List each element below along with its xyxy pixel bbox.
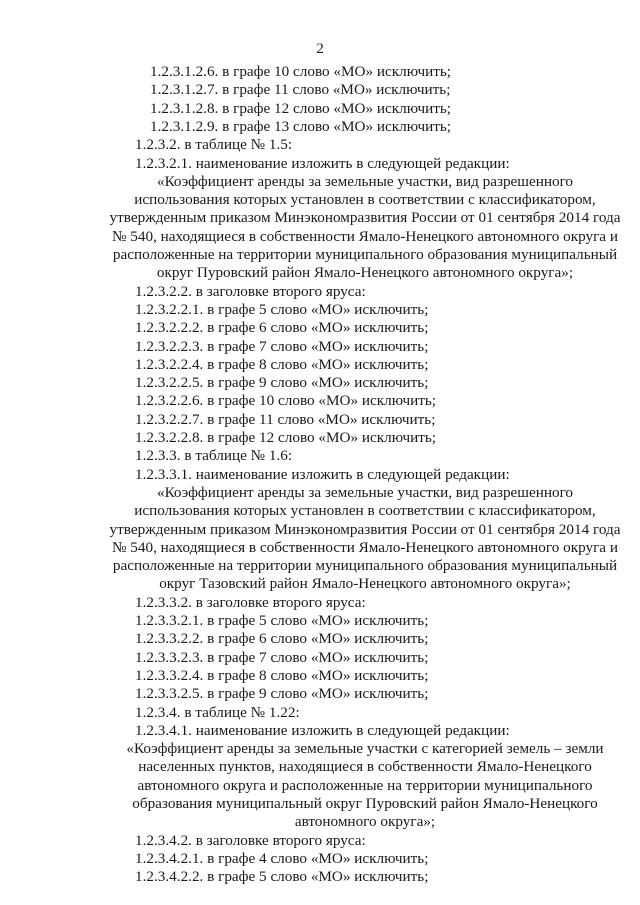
quoted-text-line: расположенные на территории муниципального образования муниципальный — [112, 246, 618, 263]
list-item: 1.2.3.2.2.5. в графе 9 слово «МО» исключить; — [135, 374, 429, 392]
list-item: 1.2.3.2.2.1. в графе 5 слово «МО» исключить; — [135, 300, 429, 318]
list-item: 1.2.3.2.2.8. в графе 12 слово «МО» исключить; — [135, 429, 437, 446]
list-item: 1.2.3.2.2.6. в графе 10 слово «МО» исключить; — [135, 392, 437, 410]
quoted-text-line: образования муниципальный округ Пуровский район Ямало-Ненецкого — [132, 795, 598, 812]
list-item: 1.2.3.1.2.7. в графе 11 слово «МО» исключить; — [150, 81, 451, 99]
quoted-text-line: «Коэффициент аренды за земельные участки, вид разрешенного — [156, 172, 574, 190]
list-item: 1.2.3.4.2.2. в графе 5 слово «МО» исключить; — [135, 868, 429, 886]
list-item: 1.2.3.2.2.3. в графе 7 слово «МО» исключить; — [135, 337, 429, 355]
list-item: 1.2.3.2.2.4. в графе 8 слово «МО» исключить; — [135, 355, 429, 373]
quoted-text-line: № 540, находящиеся в собственности Ямало-Ненецкого автономного округа и — [112, 538, 618, 556]
list-item: 1.2.3.3.2.3. в графе 7 слово «МО» исключить; — [135, 648, 429, 666]
quoted-text-line: автономного округа и расположенные на территории муниципального — [137, 776, 593, 794]
list-item: 1.2.3.4. в таблице № 1.22: — [135, 703, 300, 721]
list-item: 1.2.3.2.2.2. в графе 6 слово «МО» исключить; — [135, 319, 429, 337]
list-item: 1.2.3.2.2.7. в графе 11 слово «МО» исключить; — [135, 410, 436, 428]
list-item: 1.2.3.3.2. в заголовке второго яруса: — [135, 593, 366, 611]
list-item: 1.2.3.3.2.4. в графе 8 слово «МО» исключить; — [135, 666, 429, 684]
list-item: 1.2.3.2. в таблице № 1.5: — [135, 136, 293, 154]
list-item: 1.2.3.1.2.8. в графе 12 слово «МО» исключить; — [150, 99, 452, 117]
quoted-text-line: использования которых установлен в соответствии с классификатором, — [134, 191, 596, 209]
list-item: 1.2.3.3. в таблице № 1.6: — [135, 447, 293, 465]
list-item: 1.2.3.4.1. наименование изложить в следующей редакции: — [135, 721, 510, 739]
list-item: 1.2.3.2.2. в заголовке второго яруса: — [135, 282, 366, 300]
quoted-text-line: «Коэффициент аренды за земельные участки, вид разрешенного — [156, 483, 574, 501]
list-item: 1.2.3.4.2. в заголовке второго яруса: — [135, 831, 366, 849]
page-number: 2 — [316, 40, 324, 57]
quoted-text-line: расположенные на территории муниципального образования муниципальный — [112, 557, 618, 575]
quoted-text-line: утвержденным приказом Минэкономразвития России от 01 сентября 2014 года — [109, 209, 621, 227]
list-item: 1.2.3.3.2.2. в графе 6 слово «МО» исключить; — [135, 630, 429, 648]
quoted-text-line: автономного округа»; — [294, 813, 436, 831]
list-item: 1.2.3.3.2.5. в графе 9 слово «МО» исключить; — [135, 685, 429, 703]
quoted-text-line: «Коэффициент аренды за земельные участки с категорией земель – земли — [126, 740, 604, 758]
quoted-text-line: утвержденным приказом Минэкономразвития России от 01 сентября 2014 года — [109, 520, 621, 538]
list-item: 1.2.3.1.2.6. в графе 10 слово «МО» исключить; — [150, 63, 452, 80]
quoted-text-line: использования которых установлен в соответствии с классификатором, — [134, 502, 596, 520]
quoted-text-line: населенных пунктов, находящиеся в собственности Ямало-Ненецкого — [138, 758, 592, 776]
list-item: 1.2.3.1.2.9. в графе 13 слово «МО» исключить; — [150, 117, 452, 135]
quoted-text-line: округ Пуровский район Ямало-Ненецкого автономного округа»; — [156, 264, 574, 282]
quoted-text-line: № 540, находящиеся в собственности Ямало-Ненецкого автономного округа и — [112, 227, 618, 245]
list-item: 1.2.3.4.2.1. в графе 4 слово «МО» исключить; — [135, 849, 429, 867]
quoted-text-line: округ Тазовский район Ямало-Ненецкого автономного округа»; — [159, 575, 571, 593]
list-item: 1.2.3.2.1. наименование изложить в следующей редакции: — [135, 154, 510, 172]
list-item: 1.2.3.3.2.1. в графе 5 слово «МО» исключить; — [135, 612, 429, 629]
list-item: 1.2.3.3.1. наименование изложить в следующей редакции: — [135, 465, 510, 483]
